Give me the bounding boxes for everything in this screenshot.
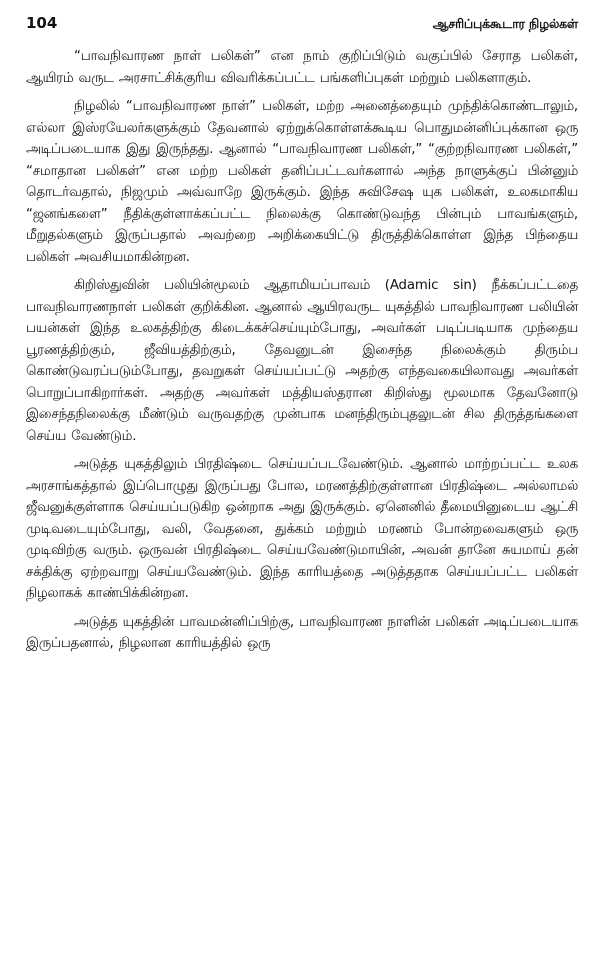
paragraph: அடுத்த யுகத்தின் பாவமன்னிப்பிற்கு, பாவநிவாரண நாளின் பலிகள் அடிப்படையாக இருப்பதனால், நிழலான காரியத்தில் ஒரு: [26, 614, 578, 651]
running-title: ஆசரிப்புக்கூடார நிழல்கள்: [432, 16, 578, 31]
paragraph: நிழலில் “பாவநிவாரண நாள்” பலிகள், மற்ற அனைத்தையும் முந்திக்கொண்டாலும், எல்லா இஸ்ரயேலர்களுக்கும் தேவனால் ஏற்றுக்கொள்ளக்கூடிய பொதுமன்னிப்புக்கான ஒரு அடிப்படையாக இது இருந்தது. ஆனால் “பாவநிவாரண பலிகள்,” “குற்றநிவாரண பலிகள்,” “சமாதான பலிகள்” என மற்ற பலிகள் தனிப்பட்டவர்களால் அந்த நாளுக்குப் பின்னும் தொடர்வதால், நிஜமும் அவ்வாறே இருக்கும். இந்த சுவிசேஷ யுக பலிகள், உலகமாகிய “ஜனங்களை” நீதிக்குள்ளாக்கப்பட்ட நிலைக்கு கொண்டுவந்த பின்பும் பாவங்களும், மீறுதல்களும் இருப்பதால் அவற்றை அறிக்கையிட்டு திருத்திக்கொள்ள இந்த பிந்தைய பலிகள் அவசியமாகின்றன.: [26, 99, 578, 265]
body-text: [26, 46, 578, 655]
paragraph: “பாவநிவாரண நாள் பலிகள்” என நாம் குறிப்பிடும் வகுப்பில் சேராத பலிகள், ஆயிரம் வருட அரசாட்சிக்குரிய விவரிக்கப்பட்ட பங்களிப்புகள் மற்றும் பலிகளாகும்.: [26, 49, 578, 86]
page-number: 104: [26, 14, 58, 32]
page-header: [26, 0, 578, 44]
paragraph: கிறிஸ்துவின் பலியின்மூலம் ஆதாமியப்பாவம் (Adamic sin) நீக்கப்பட்டதை பாவநிவாரணநாள் பலிகள் குறிக்கின. ஆனால் ஆயிரவருட யுகத்தில் பாவநிவாரண பலியின் பயன்கள் இந்த உலகத்திற்கு கிடைக்கச்செய்யும்போது, அவர்கள் படிப்படியாக முந்தைய பூரணத்திற்கும், ஜீவியத்திற்கும், தேவனுடன் இசைந்த நிலைக்கும் திரும்ப கொண்டுவரப்படும்போது, தவறுகள் செய்யப்பட்டு அதற்கு எந்தவகையிலாவது அவர்கள் பொறுப்பாகிறார்கள். அதற்கு அவர்கள் மத்தியஸ்தரான கிறிஸ்து மூலமாக தேவனோடு இசைந்தநிலைக்கு மீண்டும் வருவதற்கு முன்பாக மனந்திரும்புதலுடன் சில திருத்தங்களை செய்ய வேண்டும்.: [26, 278, 578, 444]
paragraph: அடுத்த யுகத்திலும் பிரதிஷ்டை செய்யப்படவேண்டும். ஆனால் மாற்றப்பட்ட உலக அரசாங்கத்தால் இப்பொழுது இருப்பது போல, மரணத்திற்குள்ளான பிரதிஷ்டை அல்லாமல் ஜீவனுக்குள்ளாக செய்யப்படுகிற ஒன்றாக அது இருக்கும். ஏனெனில் தீமையினுடைய ஆட்சி முடிவடையும்போது, வலி, வேதனை, துக்கம் மற்றும் மரணம் போன்றவைகளும் ஒரு முடிவிற்கு வரும். ஒருவன் பிரதிஷ்டை செய்யவேண்டுமாயின், அவன் தானே சுயமாய் தன் சக்திக்கு ஏற்றவாறு செய்யவேண்டும். இந்த காரியத்தை அடுத்ததாக செய்யப்பட்ட பலிகள் நிழலாகக் காண்பிக்கின்றன.: [26, 457, 578, 601]
